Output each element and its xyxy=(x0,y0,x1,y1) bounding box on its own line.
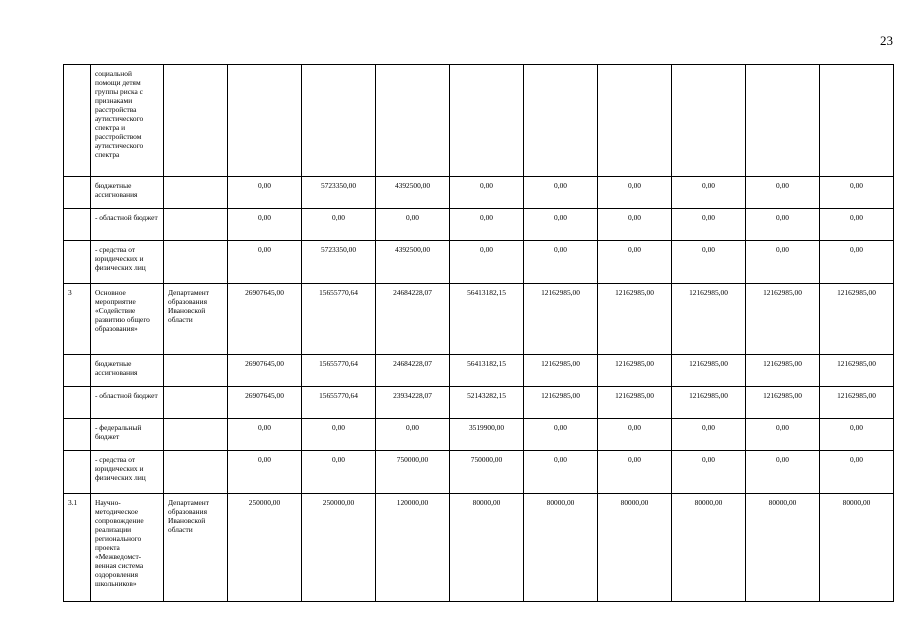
executor-cell: Департамент образования Ивановской области xyxy=(164,284,228,355)
value-cell: 23934228,07 xyxy=(376,387,450,419)
value-cell: 0,00 xyxy=(302,419,376,451)
executor-cell xyxy=(164,209,228,241)
value-cell: 0,00 xyxy=(302,451,376,494)
value-cell: 0,00 xyxy=(672,419,746,451)
value-cell: 0,00 xyxy=(820,241,894,284)
value-cell: 0,00 xyxy=(524,241,598,284)
value-cell: 4392500,00 xyxy=(376,241,450,284)
row-number-cell xyxy=(64,419,91,451)
value-cell: 12162985,00 xyxy=(524,387,598,419)
item-name-cell: - федеральный бюджет xyxy=(91,419,164,451)
value-cell: 0,00 xyxy=(450,209,524,241)
executor-cell xyxy=(164,177,228,209)
value-cell: 12162985,00 xyxy=(820,284,894,355)
value-cell: 0,00 xyxy=(228,177,302,209)
value-cell xyxy=(598,65,672,177)
value-cell: 80000,00 xyxy=(450,494,524,602)
value-cell: 0,00 xyxy=(820,419,894,451)
value-cell: 250000,00 xyxy=(302,494,376,602)
table-row xyxy=(64,209,894,241)
value-cell: 12162985,00 xyxy=(598,284,672,355)
value-cell: 0,00 xyxy=(450,177,524,209)
value-cell: 0,00 xyxy=(598,209,672,241)
value-cell: 12162985,00 xyxy=(524,355,598,387)
value-cell: 0,00 xyxy=(820,209,894,241)
value-cell: 0,00 xyxy=(672,177,746,209)
value-cell: 0,00 xyxy=(746,451,820,494)
table-row xyxy=(64,65,894,177)
value-cell xyxy=(228,65,302,177)
value-cell: 0,00 xyxy=(376,419,450,451)
executor-cell xyxy=(164,387,228,419)
executor-cell xyxy=(164,65,228,177)
item-name-cell: бюджетные ассигнования xyxy=(91,355,164,387)
value-cell: 26907645,00 xyxy=(228,355,302,387)
value-cell: 80000,00 xyxy=(746,494,820,602)
value-cell: 0,00 xyxy=(228,241,302,284)
item-name-cell: - областной бюджет xyxy=(91,387,164,419)
row-number-cell xyxy=(64,355,91,387)
value-cell: 750000,00 xyxy=(376,451,450,494)
value-cell: 0,00 xyxy=(450,241,524,284)
value-cell: 12162985,00 xyxy=(672,387,746,419)
executor-cell xyxy=(164,241,228,284)
value-cell: 12162985,00 xyxy=(746,284,820,355)
value-cell: 80000,00 xyxy=(598,494,672,602)
value-cell: 52143282,15 xyxy=(450,387,524,419)
value-cell: 80000,00 xyxy=(524,494,598,602)
value-cell: 24684228,07 xyxy=(376,355,450,387)
row-number-cell: 3.1 xyxy=(64,494,91,602)
table-row xyxy=(64,284,894,355)
executor-cell xyxy=(164,419,228,451)
value-cell xyxy=(524,65,598,177)
value-cell: 24684228,07 xyxy=(376,284,450,355)
value-cell: 0,00 xyxy=(820,451,894,494)
value-cell: 56413182,15 xyxy=(450,355,524,387)
value-cell: 0,00 xyxy=(598,177,672,209)
value-cell: 80000,00 xyxy=(820,494,894,602)
budget-table xyxy=(63,64,894,602)
value-cell: 250000,00 xyxy=(228,494,302,602)
value-cell: 0,00 xyxy=(672,451,746,494)
value-cell: 0,00 xyxy=(598,419,672,451)
table-row xyxy=(64,355,894,387)
item-name-cell: Основное мероприятие «Содействие развитию общего образования» xyxy=(91,284,164,355)
value-cell: 12162985,00 xyxy=(672,355,746,387)
value-cell: 0,00 xyxy=(598,241,672,284)
value-cell: 0,00 xyxy=(598,451,672,494)
value-cell: 0,00 xyxy=(376,209,450,241)
row-number-cell xyxy=(64,241,91,284)
value-cell: 12162985,00 xyxy=(746,387,820,419)
item-name-cell: - областной бюджет xyxy=(91,209,164,241)
value-cell: 5723350,00 xyxy=(302,241,376,284)
row-number-cell xyxy=(64,451,91,494)
row-number-cell xyxy=(64,177,91,209)
value-cell: 0,00 xyxy=(524,419,598,451)
row-number-cell: 3 xyxy=(64,284,91,355)
value-cell: 15655770,64 xyxy=(302,284,376,355)
value-cell: 26907645,00 xyxy=(228,284,302,355)
item-name-cell: - средства от юридических и физических лиц xyxy=(91,451,164,494)
value-cell: 12162985,00 xyxy=(598,387,672,419)
item-name-cell: - средства от юридических и физических лиц xyxy=(91,241,164,284)
value-cell: 15655770,64 xyxy=(302,355,376,387)
value-cell: 0,00 xyxy=(746,177,820,209)
value-cell: 120000,00 xyxy=(376,494,450,602)
value-cell: 3519900,00 xyxy=(450,419,524,451)
value-cell: 0,00 xyxy=(228,419,302,451)
value-cell: 0,00 xyxy=(820,177,894,209)
value-cell: 0,00 xyxy=(672,209,746,241)
value-cell: 56413182,15 xyxy=(450,284,524,355)
value-cell: 750000,00 xyxy=(450,451,524,494)
value-cell: 12162985,00 xyxy=(598,355,672,387)
value-cell: 0,00 xyxy=(672,241,746,284)
value-cell: 0,00 xyxy=(524,177,598,209)
value-cell: 0,00 xyxy=(228,451,302,494)
item-name-cell: бюджетные ассигнования xyxy=(91,177,164,209)
row-number-cell xyxy=(64,387,91,419)
value-cell: 12162985,00 xyxy=(820,355,894,387)
value-cell: 12162985,00 xyxy=(524,284,598,355)
value-cell xyxy=(450,65,524,177)
table-row xyxy=(64,241,894,284)
value-cell: 12162985,00 xyxy=(820,387,894,419)
value-cell: 12162985,00 xyxy=(672,284,746,355)
value-cell: 26907645,00 xyxy=(228,387,302,419)
value-cell: 4392500,00 xyxy=(376,177,450,209)
row-number-cell xyxy=(64,65,91,177)
value-cell: 0,00 xyxy=(524,451,598,494)
row-number-cell xyxy=(64,209,91,241)
executor-cell: Департамент образования Ивановской области xyxy=(164,494,228,602)
value-cell: 5723350,00 xyxy=(302,177,376,209)
value-cell xyxy=(302,65,376,177)
value-cell: 12162985,00 xyxy=(746,355,820,387)
value-cell: 0,00 xyxy=(524,209,598,241)
value-cell: 0,00 xyxy=(302,209,376,241)
table-row xyxy=(64,451,894,494)
value-cell: 0,00 xyxy=(746,419,820,451)
value-cell xyxy=(672,65,746,177)
value-cell: 0,00 xyxy=(228,209,302,241)
value-cell xyxy=(820,65,894,177)
page-number: 23 xyxy=(880,33,893,48)
item-name-cell: Научно-методическое сопровождение реализации регионального проекта «Межведомст-венная система оздоровления школьников» xyxy=(91,494,164,602)
value-cell: 15655770,64 xyxy=(302,387,376,419)
executor-cell xyxy=(164,355,228,387)
executor-cell xyxy=(164,451,228,494)
value-cell xyxy=(376,65,450,177)
table-row xyxy=(64,419,894,451)
value-cell: 0,00 xyxy=(746,209,820,241)
table-row xyxy=(64,387,894,419)
table-row xyxy=(64,177,894,209)
table-row xyxy=(64,494,894,602)
value-cell xyxy=(746,65,820,177)
value-cell: 0,00 xyxy=(746,241,820,284)
item-name-cell: социальной помощи детям группы риска с признаками расстройства аутистического спектра и расстройством аутистического спектра xyxy=(91,65,164,177)
value-cell: 80000,00 xyxy=(672,494,746,602)
